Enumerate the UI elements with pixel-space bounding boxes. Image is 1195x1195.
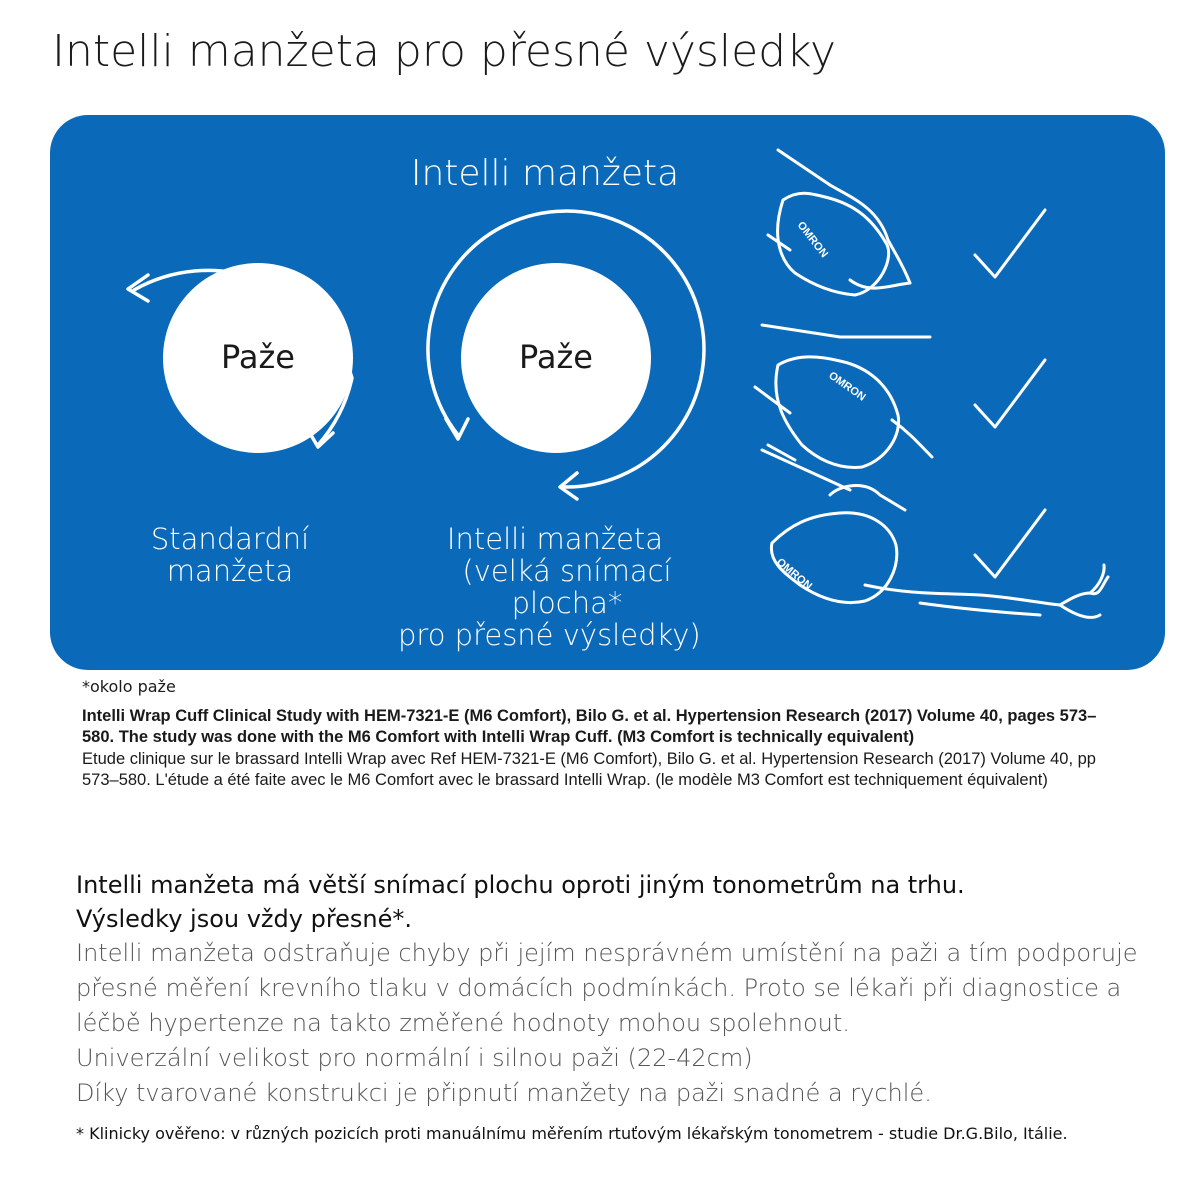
description-line-3: léčbě hypertenze na takto změřené hodnoty mohou spolehnout. bbox=[76, 1009, 850, 1037]
page-title: Intelli manžeta pro přesné výsledky bbox=[52, 26, 837, 77]
cuff-brand-middle: OMRON bbox=[826, 369, 868, 404]
check-icon-2 bbox=[975, 360, 1045, 427]
arm-label-standard: Paže bbox=[221, 338, 295, 376]
description-line-2: přesné měření krevního tlaku v domácích podmínkách. Proto se lékaři při diagnostice a bbox=[76, 974, 1122, 1002]
description-heading-2: Výsledky jsou vždy přesné*. bbox=[76, 905, 413, 933]
study-notes bbox=[82, 676, 1122, 792]
study-note-fr: Etude clinique sur le brassard Intelli Wrap avec Ref HEM-7321-E (M6 Comfort), Bilo G. et al. Hypertension Research (2017) Volume 40, pp 573–580. L'étude a été faite avec le M6 Comfort avec le brassard Intelli Wrap. (le modèle M3 Comfort est techniquement équivalent) bbox=[82, 749, 1096, 789]
asterisk-note: *okolo paže bbox=[82, 677, 176, 696]
description bbox=[76, 868, 1156, 1111]
description-heading-1: Intelli manžeta má větší snímací plochu oproti jiným tonometrům na trhu. bbox=[76, 871, 965, 899]
cuff-illustration-bottom bbox=[762, 450, 1108, 617]
arm-label-intelli: Paže bbox=[519, 338, 593, 376]
caption-standard-cuff: Standardní manžeta bbox=[150, 522, 310, 588]
caption-intelli-cuff: Intelli manžeta (velká snímací plocha* pro přesné výsledky) bbox=[398, 522, 701, 652]
cuff-brand-bottom: OMRON bbox=[774, 556, 815, 593]
description-line-4: Univerzální velikost pro normální i silnou paži (22-42cm) bbox=[76, 1044, 753, 1072]
cuff-illustration-middle bbox=[755, 325, 932, 467]
cuff-brand-top: OMRON bbox=[794, 219, 831, 261]
check-icon-1 bbox=[975, 210, 1045, 277]
footnote: * Klinicky ověřeno: v různých pozicích proti manuálnímu měřením rtuťovým lékařským tonometrem - studie Dr.G.Bilo, Itálie. bbox=[76, 1124, 1068, 1143]
description-line-5: Díky tvarované konstrukci je připnutí manžety na paži snadné a rychlé. bbox=[76, 1079, 932, 1107]
right-arrow-head-top bbox=[446, 419, 468, 439]
study-note-en: Intelli Wrap Cuff Clinical Study with HEM-7321-E (M6 Comfort), Bilo G. et al. Hypertension Research (2017) Volume 40, pages 573–580. The study was done with the M6 Comfort with Intelli Wrap Cuff. (M3 Comfort is technically equivalent) bbox=[82, 706, 1097, 746]
panel-heading: Intelli manžeta bbox=[410, 153, 680, 194]
intelli-wrap-panel bbox=[50, 115, 1165, 670]
description-line-1: Intelli manžeta odstraňuje chyby při jejím nesprávném umístění na paži a tím podporuje bbox=[76, 939, 1138, 967]
check-icon-3 bbox=[975, 510, 1045, 577]
cuff-illustration-top bbox=[768, 150, 910, 295]
